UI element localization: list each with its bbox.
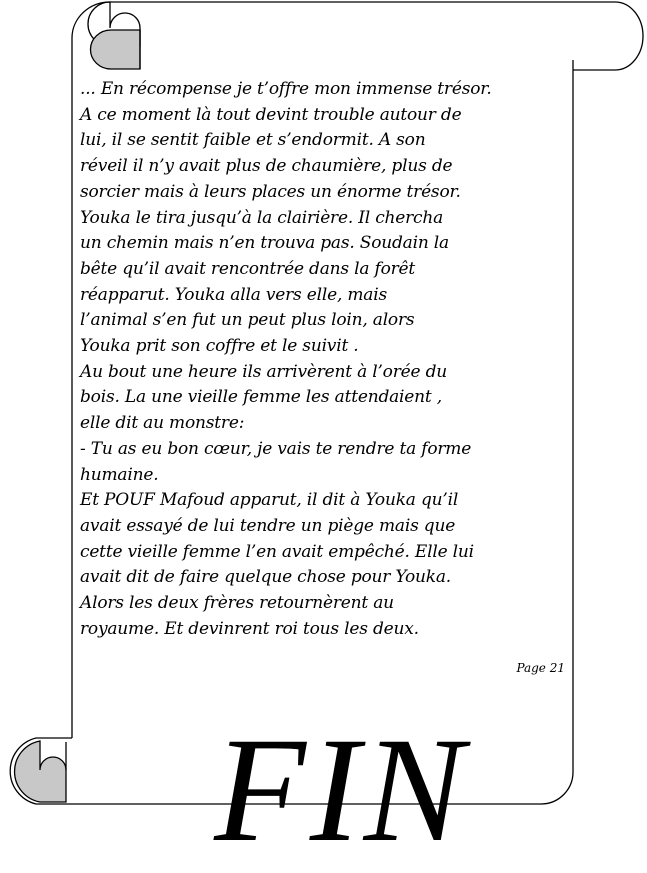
story-line: un chemin mais n’en trouva pas. Soudain la bbox=[80, 233, 449, 254]
story-line: Au bout une heure ils arrivèrent à l’orée du bbox=[80, 361, 448, 382]
top-scroll-roll bbox=[110, 2, 643, 70]
story-line: humaine. bbox=[80, 464, 159, 485]
story-line: bois. La une vieille femme les attendaient , bbox=[80, 387, 442, 408]
story-line: royaume. Et devinrent roi tous les deux. bbox=[80, 618, 419, 639]
story-line: avait dit de faire quelque chose pour Youka. bbox=[80, 567, 451, 588]
story-line: sorcier mais à leurs places un énorme trésor. bbox=[80, 181, 461, 202]
fin-title: FIN bbox=[214, 707, 468, 873]
story-line: cette vieille femme l’en avait empêché. Elle lui bbox=[80, 541, 474, 562]
story-line: A ce moment là tout devint trouble autour de bbox=[80, 104, 462, 125]
story-line: avait essayé de lui tendre un piège mais que bbox=[80, 515, 456, 536]
story-line: l’animal s’en fut un peut plus loin, alors bbox=[80, 310, 415, 331]
top-scroll-curl-shade bbox=[90, 30, 140, 69]
story-line: réveil il n’y avait plus de chaumière, plus de bbox=[80, 156, 453, 177]
story-line: elle dit au monstre: bbox=[80, 413, 245, 434]
page-number: Page 21 bbox=[516, 661, 565, 675]
story-line: - Tu as eu bon cœur, je vais te rendre ta forme bbox=[80, 438, 472, 459]
story-line: Youka prit son coffre et le suivit . bbox=[80, 336, 359, 357]
story-line: Alors les deux frères retournèrent au bbox=[80, 593, 394, 614]
story-line: bête qu’il avait rencontrée dans la forêt bbox=[80, 258, 416, 279]
story-line: Youka le tira jusqu’à la clairière. Il chercha bbox=[80, 207, 444, 228]
story-line: réapparut. Youka alla vers elle, mais bbox=[80, 284, 387, 305]
story-line: lui, il se sentit faible et s’endormit. A son bbox=[80, 130, 426, 151]
story-line: ... En récompense je t’offre mon immense trésor. bbox=[80, 79, 492, 99]
story-text bbox=[80, 77, 572, 642]
story-line: Et POUF Mafoud apparut, il dit à Youka qu’il bbox=[80, 490, 459, 511]
